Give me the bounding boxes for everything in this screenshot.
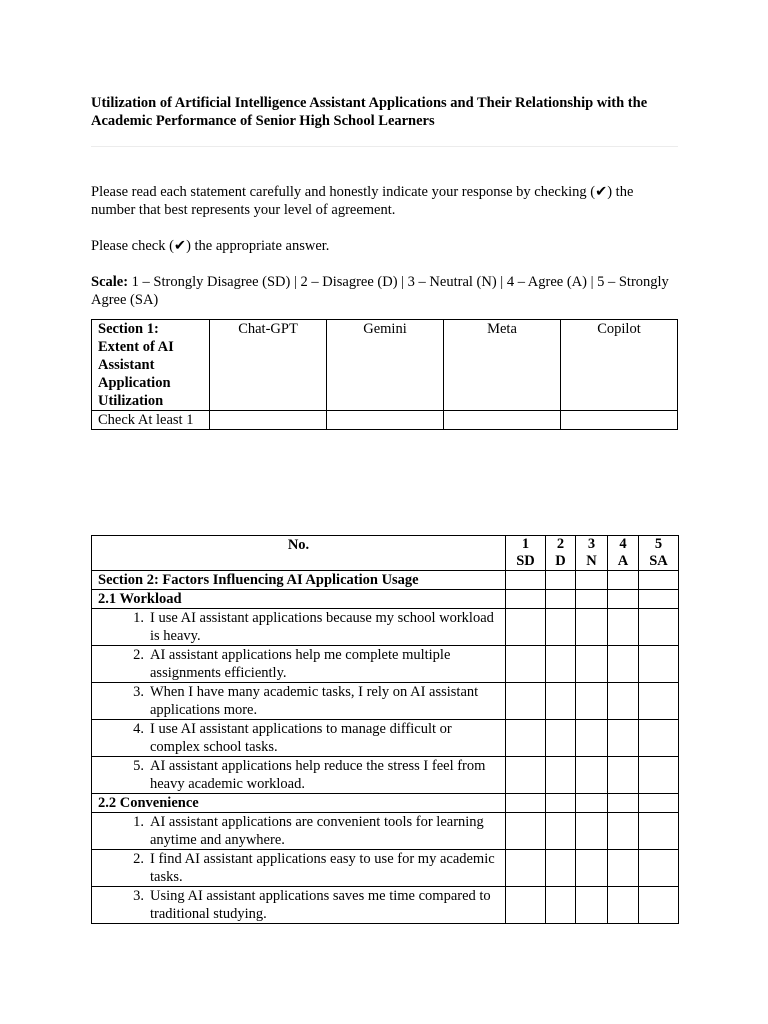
rating-d-checkbox[interactable] <box>546 850 576 887</box>
section1-check-row <box>92 411 678 430</box>
workload-item-row <box>92 609 679 646</box>
rating-cell[interactable] <box>506 794 546 813</box>
check-row-label: Check At least 1 <box>92 411 210 430</box>
rating-sa-checkbox[interactable] <box>639 757 679 794</box>
rating-cell[interactable] <box>506 571 546 590</box>
rating-cell[interactable] <box>546 590 576 609</box>
rating-n-checkbox[interactable] <box>576 757 608 794</box>
workload-item-row <box>92 683 679 720</box>
rating-a-checkbox[interactable] <box>608 646 639 683</box>
rating-sd-checkbox[interactable] <box>506 720 546 757</box>
rating-n-checkbox[interactable] <box>576 683 608 720</box>
checkbox-gemini[interactable] <box>327 411 444 430</box>
rating-cell[interactable] <box>576 794 608 813</box>
rating-a-checkbox[interactable] <box>608 850 639 887</box>
scale-header-1: 1 SD <box>506 536 546 571</box>
rating-cell[interactable] <box>608 590 639 609</box>
scale-header-3: 3 N <box>576 536 608 571</box>
convenience-item: 1. AI assistant applications are convenient tools for learning anytime and anywhere. <box>92 813 506 850</box>
rating-n-checkbox[interactable] <box>576 609 608 646</box>
rating-sd-checkbox[interactable] <box>506 850 546 887</box>
checkbox-chatgpt[interactable] <box>210 411 327 430</box>
rating-a-checkbox[interactable] <box>608 720 639 757</box>
no-header: No. <box>92 536 506 571</box>
section2-table <box>91 535 679 924</box>
workload-item: 1. I use AI assistant applications because my school workload is heavy. <box>92 609 506 646</box>
app-gemini: Gemini <box>327 320 444 411</box>
subsection-workload-row <box>92 590 679 609</box>
rating-sd-checkbox[interactable] <box>506 757 546 794</box>
rating-cell[interactable] <box>608 571 639 590</box>
rating-d-checkbox[interactable] <box>546 646 576 683</box>
subsection-convenience-row <box>92 794 679 813</box>
rating-d-checkbox[interactable] <box>546 683 576 720</box>
rating-sd-checkbox[interactable] <box>506 646 546 683</box>
section2-title: Section 2: Factors Influencing AI Application Usage <box>92 571 506 590</box>
rating-n-checkbox[interactable] <box>576 850 608 887</box>
workload-item: 4. I use AI assistant applications to manage difficult or complex school tasks. <box>92 720 506 757</box>
rating-sa-checkbox[interactable] <box>639 646 679 683</box>
workload-item-row <box>92 646 679 683</box>
scale-header-2: 2 D <box>546 536 576 571</box>
convenience-item-row <box>92 850 679 887</box>
rating-n-checkbox[interactable] <box>576 887 608 924</box>
rating-cell[interactable] <box>576 571 608 590</box>
rating-a-checkbox[interactable] <box>608 887 639 924</box>
instruction-paragraph: Please read each statement carefully and honestly indicate your response by checking (✔) the number that best represents your level of agreement. <box>91 184 634 218</box>
rating-cell[interactable] <box>639 794 679 813</box>
rating-cell[interactable] <box>576 590 608 609</box>
workload-item: 2. AI assistant applications help me complete multiple assignments efficiently. <box>92 646 506 683</box>
rating-sa-checkbox[interactable] <box>639 720 679 757</box>
rating-sd-checkbox[interactable] <box>506 813 546 850</box>
rating-a-checkbox[interactable] <box>608 813 639 850</box>
section1-table <box>91 319 678 430</box>
rating-sa-checkbox[interactable] <box>639 850 679 887</box>
rating-n-checkbox[interactable] <box>576 646 608 683</box>
section2-title-row <box>92 571 679 590</box>
subsection-convenience-title: 2.2 Convenience <box>92 794 506 813</box>
rating-d-checkbox[interactable] <box>546 813 576 850</box>
check-instruction: Please check (✔) the appropriate answer. <box>91 238 330 254</box>
rating-cell[interactable] <box>639 571 679 590</box>
rating-cell[interactable] <box>639 590 679 609</box>
rating-cell[interactable] <box>546 794 576 813</box>
scale-header-4: 4 A <box>608 536 639 571</box>
checkbox-meta[interactable] <box>444 411 561 430</box>
section1-header: Section 1: Extent of AI Assistant Application Utilization <box>92 320 210 411</box>
rating-d-checkbox[interactable] <box>546 720 576 757</box>
section2-header-row <box>92 536 679 571</box>
document-title: Utilization of Artificial Intelligence Assistant Applications and Their Relationship with the Academic Performance of Senior High School Learners <box>91 95 648 129</box>
document-page <box>91 94 678 430</box>
rating-d-checkbox[interactable] <box>546 609 576 646</box>
app-copilot: Copilot <box>561 320 678 411</box>
rating-n-checkbox[interactable] <box>576 720 608 757</box>
app-chatgpt: Chat-GPT <box>210 320 327 411</box>
convenience-item: 2. I find AI assistant applications easy to use for my academic tasks. <box>92 850 506 887</box>
title-divider <box>91 146 678 147</box>
rating-sa-checkbox[interactable] <box>639 813 679 850</box>
workload-item: 3. When I have many academic tasks, I rely on AI assistant applications more. <box>92 683 506 720</box>
rating-sd-checkbox[interactable] <box>506 609 546 646</box>
scale-label: Scale: <box>91 274 129 290</box>
rating-sd-checkbox[interactable] <box>506 887 546 924</box>
rating-sa-checkbox[interactable] <box>639 683 679 720</box>
scale-legend <box>91 273 678 309</box>
section1-header-row <box>92 320 678 411</box>
workload-item: 5. AI assistant applications help reduce the stress I feel from heavy academic workload. <box>92 757 506 794</box>
rating-a-checkbox[interactable] <box>608 757 639 794</box>
scale-text: 1 – Strongly Disagree (SD) | 2 – Disagree (D) | 3 – Neutral (N) | 4 – Agree (A) | 5 – Strongly Agree (SA) <box>91 274 669 308</box>
convenience-item-row <box>92 813 679 850</box>
rating-d-checkbox[interactable] <box>546 887 576 924</box>
checkbox-copilot[interactable] <box>561 411 678 430</box>
rating-a-checkbox[interactable] <box>608 683 639 720</box>
rating-sd-checkbox[interactable] <box>506 683 546 720</box>
rating-sa-checkbox[interactable] <box>639 609 679 646</box>
rating-cell[interactable] <box>546 571 576 590</box>
rating-d-checkbox[interactable] <box>546 757 576 794</box>
rating-n-checkbox[interactable] <box>576 813 608 850</box>
rating-cell[interactable] <box>608 794 639 813</box>
convenience-item-row <box>92 887 679 924</box>
scale-header-5: 5 SA <box>639 536 679 571</box>
rating-a-checkbox[interactable] <box>608 609 639 646</box>
subsection-workload-title: 2.1 Workload <box>92 590 506 609</box>
app-meta: Meta <box>444 320 561 411</box>
rating-sa-checkbox[interactable] <box>639 887 679 924</box>
workload-item-row <box>92 720 679 757</box>
convenience-item: 3. Using AI assistant applications saves me time compared to traditional studying. <box>92 887 506 924</box>
rating-cell[interactable] <box>506 590 546 609</box>
workload-item-row <box>92 757 679 794</box>
